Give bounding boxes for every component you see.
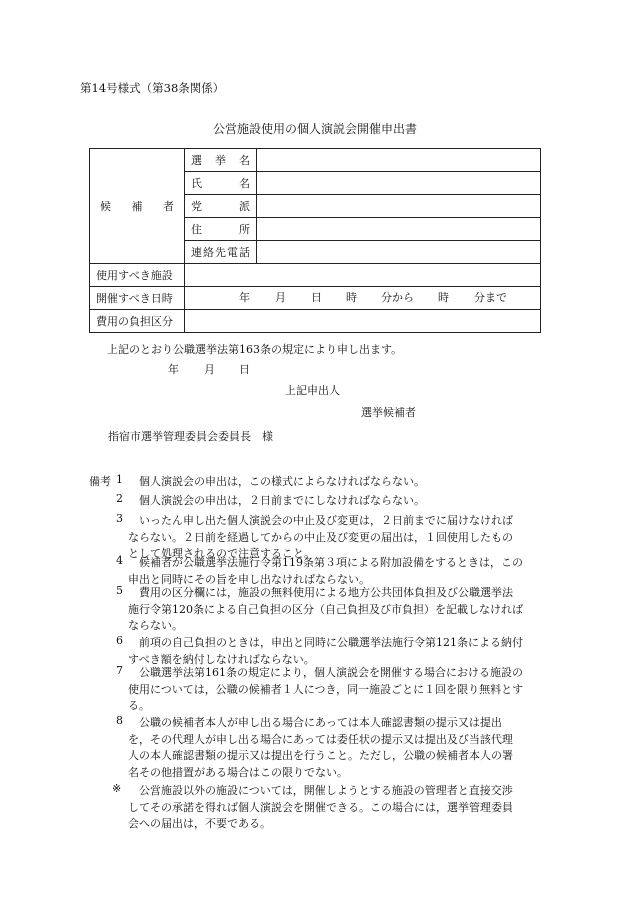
note-line: ならない。２日前を経過してからの中止及び変更の届出は，１回使用したもの [128,530,513,544]
note-line: として処理されるので注意すること。 [128,547,315,560]
election-name-field[interactable] [257,149,541,172]
note-line: 会への届出は，不要である。 [128,817,271,830]
note-line: いったん申し出た個人演説会の中止及び変更は，２日前までに届けなければ [139,514,513,527]
phone-label: 連絡先電話 [185,241,257,264]
addressee: 指宿市選挙管理委員会委員長 様 [108,430,273,443]
facility-field[interactable] [185,264,541,287]
note-marker: 6 [116,634,123,647]
note-line: 名その他措置がある場合はこの限りでない。 [128,765,348,779]
candidate-group-label: 候補者 [90,149,185,264]
schedule-year: 年 [239,291,250,304]
address-field[interactable] [257,218,541,241]
cost-label: 費用の負担区分 [90,310,185,333]
name-label: 氏名 [185,172,257,195]
party-field[interactable] [257,195,541,218]
note-line: 個人演説会の申出は，２日前までにしなければならない。 [139,494,425,507]
phone-field[interactable] [257,241,541,264]
note-marker: 7 [116,664,123,677]
date-month: 月 [204,363,215,376]
note-line: 前項の自己負担のときは，申出と同時に公職選挙法施行令第121条による納付 [139,636,523,649]
party-label: 党派 [185,195,257,218]
note-line: してその承諾を得れば個人演説会を開催できる。この場合には，選挙管理委員 [128,800,513,814]
note-marker: 5 [116,584,123,597]
note-line: 人の本人確認書類の提示又は提出を行うこと。ただし，公職の候補者本人の署 [128,749,513,762]
schedule-minute-from: 分から [381,291,414,304]
facility-label: 使用すべき施設 [90,264,185,287]
note-line: 公職の候補者本人が申し出る場合にあっては本人確認書類の提示又は提出 [139,716,502,729]
note-line: ならない。 [128,619,183,632]
note-marker: 1 [116,473,123,486]
note-line: 公職選挙法第161条の規定により，個人演説会を開催する場合における施設の [139,666,523,679]
note-line: を，その代理人が申し出る場合にあっては委任状の提示又は提出及び当該代理 [128,732,513,746]
notes-heading: 備考 [89,475,111,488]
note-marker: 8 [116,714,123,727]
note-line: 個人演説会の申出は，この様式によらなければならない。 [139,475,425,488]
row-election-name [90,149,541,172]
election-name-label: 選挙名 [185,149,257,172]
note-line: る。 [128,699,150,712]
name-field[interactable] [257,172,541,195]
declaration-text: 上記のとおり公職選挙法第163条の規定により申し出ます。 [107,343,403,356]
form-number: 第14号様式（第38条関係） [80,81,225,95]
schedule-hour-start: 時 [346,291,357,304]
note-line: 申出と同時にその旨を申し出なければならない。 [128,572,370,586]
row-facility [90,264,541,287]
document-title: 公営施設使用の個人演説会開催申出書 [212,122,417,136]
note-line: 施行令第120条による自己負担の区分（自己負担及び市負担）を記載しなければ [128,602,523,616]
date-year: 年 [168,363,179,376]
date-day: 日 [239,363,250,376]
schedule-label: 開催すべき日時 [90,287,185,310]
schedule-field[interactable] [185,287,541,310]
application-form-table [89,148,541,333]
note-line: 使用については，公職の候補者１人につき，同一施設ごとに１回を限り無料とす [128,682,524,696]
note-line: すべき額を納付しなければならない。 [128,652,315,666]
row-cost [90,310,541,333]
note-marker: 2 [116,492,123,505]
schedule-hour-end: 時 [438,291,449,304]
row-schedule [90,287,541,310]
note-marker: 3 [116,512,123,525]
schedule-day: 日 [311,291,322,304]
applicant-label: 上記申出人 [285,384,340,397]
note-line: 候補者が公職選挙法施行令第119条第３項による附加設備をするときは，この [139,556,523,569]
note-marker: ※ [112,782,122,795]
schedule-minute-until: 分まで [474,291,507,304]
schedule-month: 月 [275,291,286,304]
address-label: 住所 [185,218,257,241]
note-line: 公営施設以外の施設については，開催しようとする施設の管理者と直接交渉 [139,784,513,797]
note-line: 費用の区分欄には，施設の無料使用による地方公共団体負担及び公職選挙法 [139,586,513,599]
candidate-signature-label: 選挙候補者 [361,406,416,419]
note-marker: 4 [116,554,123,567]
cost-field[interactable] [185,310,541,333]
